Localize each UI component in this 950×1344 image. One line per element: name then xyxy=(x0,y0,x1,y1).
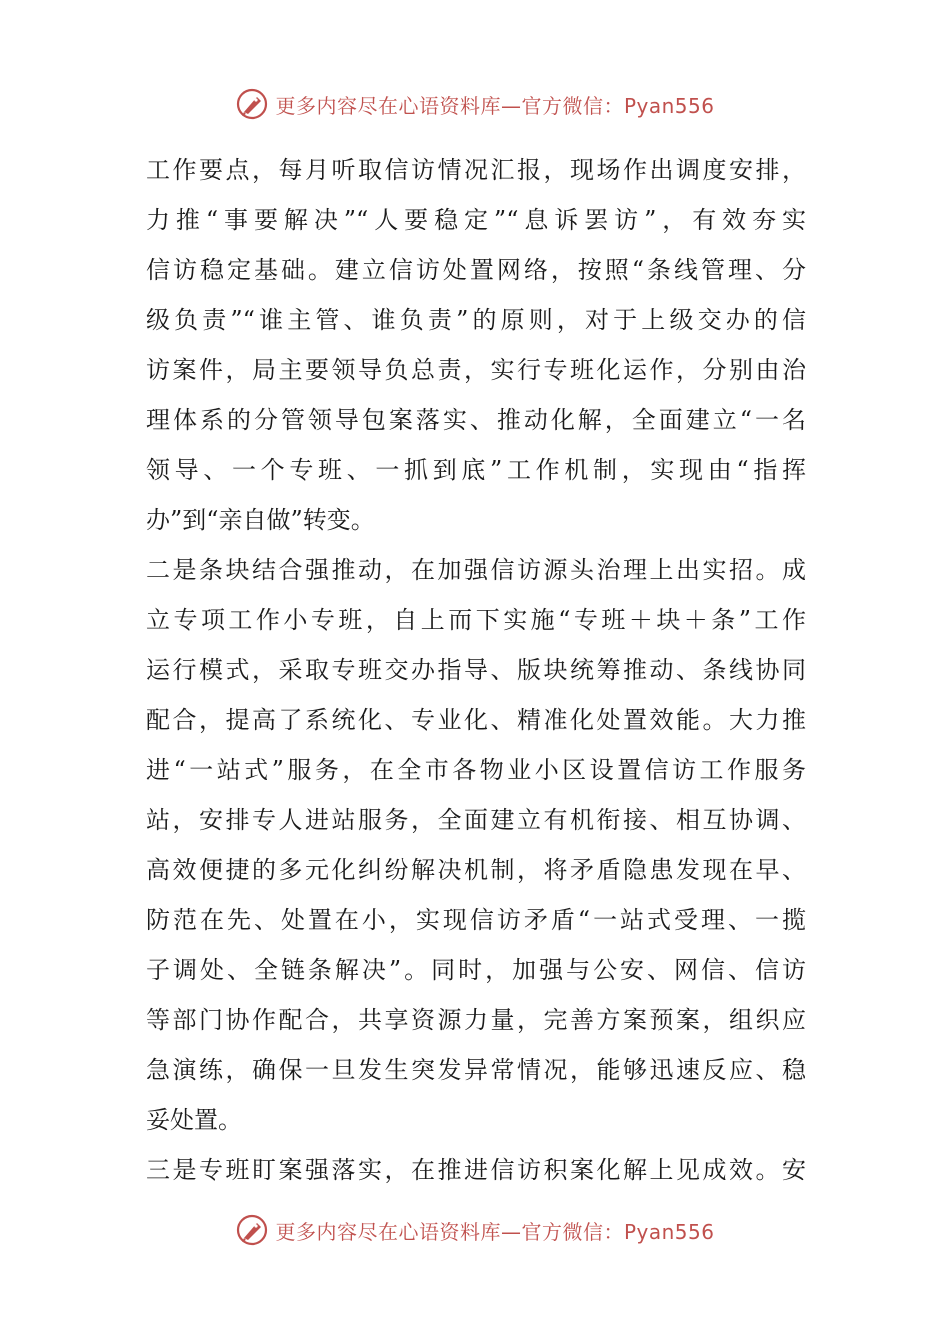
text-line: 二是条块结合强推动，在加强信访源头治理上出实招。成 xyxy=(146,556,806,584)
text-line: 急演练，确保一旦发生突发异常情况，能够迅速反应、稳 xyxy=(146,1056,806,1084)
text-line: 运行模式，采取专班交办指导、版块统筹推动、条线协同 xyxy=(146,656,806,684)
text-line: 访案件，局主要领导负总责，实行专班化运作，分别由治 xyxy=(146,356,806,384)
text-line: 信访稳定基础。建立信访处置网络，按照“条线管理、分 xyxy=(146,256,806,284)
text-line: 妥处置。 xyxy=(146,1106,242,1134)
text-line: 立专项工作小专班，自上而下实施“专班＋块＋条”工作 xyxy=(146,606,806,634)
text-line: 等部门协作配合，共享资源力量，完善方案预案，组织应 xyxy=(146,1006,806,1034)
text-line: 理体系的分管领导包案落实、推动化解，全面建立“一名 xyxy=(146,406,806,434)
text-line: 进“一站式”服务，在全市各物业小区设置信访工作服务 xyxy=(146,756,806,784)
pen-nib-logo-icon xyxy=(235,87,269,121)
text-line: 防范在先、处置在小，实现信访矛盾“一站式受理、一揽 xyxy=(146,906,806,934)
pen-nib-logo-icon xyxy=(235,1213,269,1247)
header-banner xyxy=(0,84,950,124)
text-line: 办”到“亲自做”转变。 xyxy=(146,506,375,534)
footer-banner xyxy=(0,1210,950,1250)
text-line: 力推“事要解决”“人要稳定”“息诉罢访”，有效夯实 xyxy=(146,206,806,234)
text-line: 配合，提高了系统化、专业化、精准化处置效能。大力推 xyxy=(146,706,806,734)
text-line: 领导、一个专班、一抓到底”工作机制，实现由“指挥 xyxy=(146,456,806,484)
footer-banner-text: 更多内容尽在心语资料库—官方微信：Pyan556 xyxy=(275,1219,715,1244)
text-line: 级负责”“谁主管、谁负责”的原则，对于上级交办的信 xyxy=(146,306,806,334)
text-line: 三是专班盯案强落实，在推进信访积案化解上见成效。安 xyxy=(146,1156,806,1184)
header-banner-text: 更多内容尽在心语资料库—官方微信：Pyan556 xyxy=(275,93,715,118)
document-body xyxy=(146,145,806,1195)
text-line: 高效便捷的多元化纠纷解决机制，将矛盾隐患发现在早、 xyxy=(146,856,806,884)
text-line: 子调处、全链条解决”。同时，加强与公安、网信、信访 xyxy=(146,956,806,984)
text-line: 站，安排专人进站服务，全面建立有机衔接、相互协调、 xyxy=(146,806,806,834)
text-line: 工作要点，每月听取信访情况汇报，现场作出调度安排， xyxy=(146,156,806,184)
